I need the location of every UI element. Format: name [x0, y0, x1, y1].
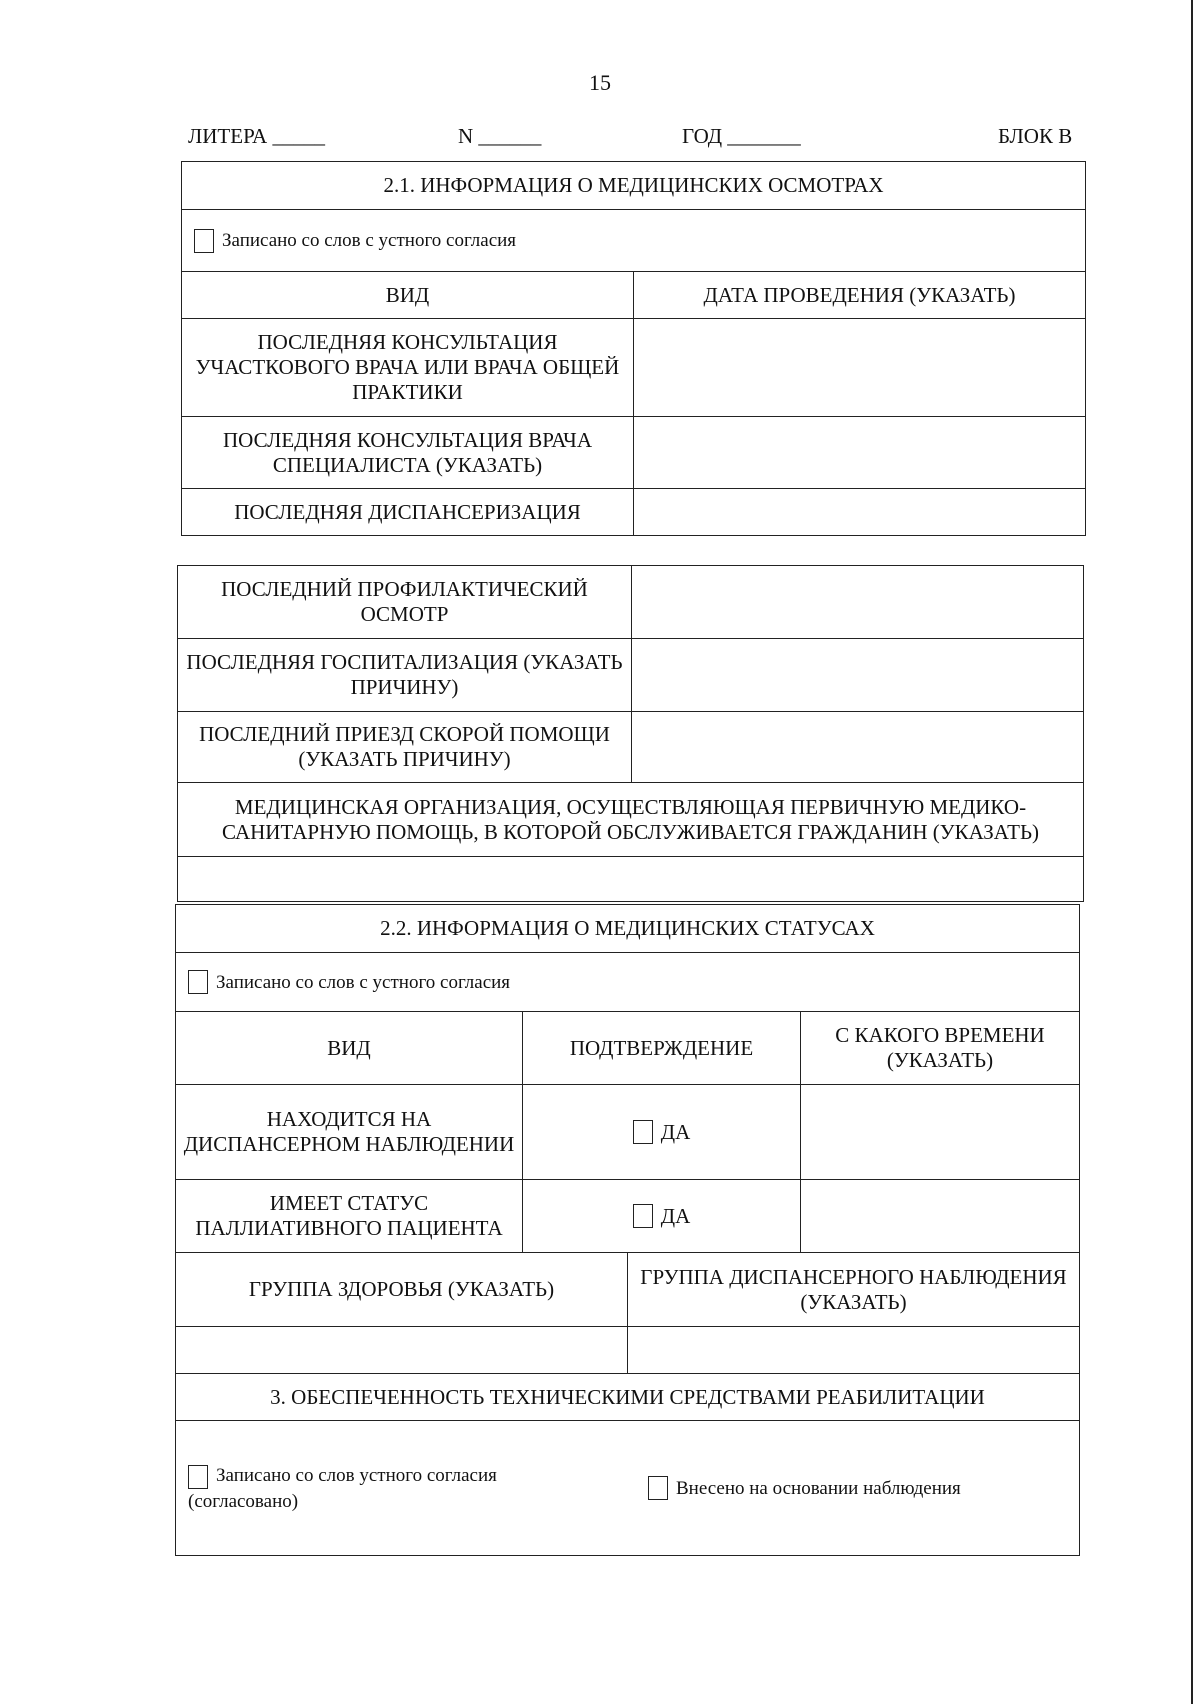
column-header-confirmation: ПОДТВЕРЖДЕНИЕ — [522, 1012, 800, 1084]
row-label-dispensary-observation: НАХОДИТСЯ НА ДИСПАНСЕРНОМ НАБЛЮДЕНИИ — [183, 1107, 515, 1156]
consent-block — [176, 1460, 636, 1515]
date-input-preventive-exam[interactable] — [631, 566, 1083, 638]
section-title: 2.1. ИНФОРМАЦИЯ О МЕДИЦИНСКИХ ОСМОТРАХ — [383, 173, 884, 197]
consent-checkbox[interactable] — [188, 970, 208, 994]
date-input-dispensarization[interactable] — [633, 489, 1085, 535]
consent-checkbox[interactable] — [188, 1465, 208, 1489]
section-title: 3. ОБЕСПЕЧЕННОСТЬ ТЕХНИЧЕСКИМИ СРЕДСТВАМИ РЕАБИЛИТАЦИИ — [270, 1384, 985, 1409]
row-label-hospitalization: ПОСЛЕДНЯЯ ГОСПИТАЛИЗАЦИЯ (УКАЗАТЬ ПРИЧИНУ) — [186, 650, 623, 699]
row-label-ambulance: ПОСЛЕДНИЙ ПРИЕЗД СКОРОЙ ПОМОЩИ (УКАЗАТЬ ПРИЧИНУ) — [199, 722, 610, 771]
row-label-dispensarization: ПОСЛЕДНЯЯ ДИСПАНСЕРИЗАЦИЯ — [234, 499, 581, 524]
input-health-group[interactable] — [176, 1327, 627, 1373]
row-label-medical-organization: МЕДИЦИНСКАЯ ОРГАНИЗАЦИЯ, ОСУЩЕСТВЛЯЮЩАЯ ПЕРВИЧНУЮ МЕДИКО-САНИТАРНУЮ ПОМОЩЬ, В КОТОРОЙ ОБСЛУЖИВАЕТСЯ ГРАЖДАНИН (УКАЗАТЬ) — [221, 794, 1039, 844]
block-label: БЛОК В — [998, 124, 1073, 148]
consent-row — [182, 210, 1085, 271]
yes-label: ДА — [660, 1203, 691, 1228]
yes-checkbox[interactable] — [633, 1120, 653, 1144]
yes-checkbox[interactable] — [633, 1204, 653, 1228]
observation-block — [636, 1474, 1079, 1503]
label-health-group: ГРУППА ЗДОРОВЬЯ (УКАЗАТЬ) — [248, 1277, 555, 1301]
date-input-specialist-consultation[interactable] — [633, 417, 1085, 488]
consent-label: Записано со слов устного согласия — [216, 1465, 497, 1487]
medical-exams-table — [181, 161, 1086, 536]
column-header-type: ВИД — [327, 1035, 371, 1060]
page-edge-line — [1191, 0, 1193, 1704]
consent-label: Записано со слов с устного согласия — [216, 971, 511, 993]
medical-statuses-table — [175, 904, 1080, 1556]
label-dispensary-group: ГРУППА ДИСПАНСЕРНОГО НАБЛЮДЕНИЯ (УКАЗАТЬ) — [627, 1253, 1079, 1326]
year-field[interactable]: ГОД _______ — [682, 124, 801, 148]
consent-note: (согласовано) — [188, 1490, 299, 1512]
litera-field[interactable]: ЛИТЕРА _____ — [188, 124, 325, 148]
row-label-specialist-consultation: ПОСЛЕДНЯЯ КОНСУЛЬТАЦИЯ ВРАЧА СПЕЦИАЛИСТА (УКАЗАТЬ) — [223, 427, 592, 477]
consent-row — [176, 953, 1079, 1011]
input-ambulance[interactable] — [631, 712, 1083, 782]
column-header-type: ВИД — [385, 282, 430, 307]
observation-label: Внесено на основании наблюдения — [676, 1477, 961, 1499]
section-title: 2.2. ИНФОРМАЦИЯ О МЕДИЦИНСКИХ СТАТУСАХ — [380, 916, 875, 940]
column-header-since: С КАКОГО ВРЕМЕНИ (УКАЗАТЬ) — [800, 1012, 1079, 1084]
confirm-dispensary-observation — [522, 1085, 800, 1179]
consent-label: Записано со слов с устного согласия — [222, 230, 517, 251]
consent-checkbox[interactable] — [194, 229, 214, 253]
input-hospitalization[interactable] — [631, 639, 1083, 711]
since-input-dispensary-observation[interactable] — [800, 1085, 1079, 1179]
row-label-preventive-exam: ПОСЛЕДНИЙ ПРОФИЛАКТИЧЕСКИЙ ОСМОТР — [221, 577, 588, 626]
input-medical-organization[interactable] — [178, 857, 1083, 901]
number-field[interactable]: N ______ — [458, 124, 542, 148]
confirm-palliative-status — [522, 1180, 800, 1252]
medical-events-table — [177, 565, 1084, 902]
date-input-gp-consultation[interactable] — [633, 319, 1085, 416]
observation-checkbox[interactable] — [648, 1476, 668, 1500]
row-label-palliative-status: ИМЕЕТ СТАТУС ПАЛЛИАТИВНОГО ПАЦИЕНТА — [195, 1191, 503, 1240]
page-number: 15 — [589, 70, 611, 95]
yes-label: ДА — [660, 1119, 691, 1144]
since-input-palliative-status[interactable] — [800, 1180, 1079, 1252]
row-label-gp-consultation: ПОСЛЕДНЯЯ КОНСУЛЬТАЦИЯ УЧАСТКОВОГО ВРАЧА ИЛИ ВРАЧА ОБЩЕЙ ПРАКТИКИ — [195, 330, 620, 404]
input-dispensary-group[interactable] — [627, 1327, 1079, 1373]
column-header-date: ДАТА ПРОВЕДЕНИЯ (УКАЗАТЬ) — [633, 272, 1085, 318]
